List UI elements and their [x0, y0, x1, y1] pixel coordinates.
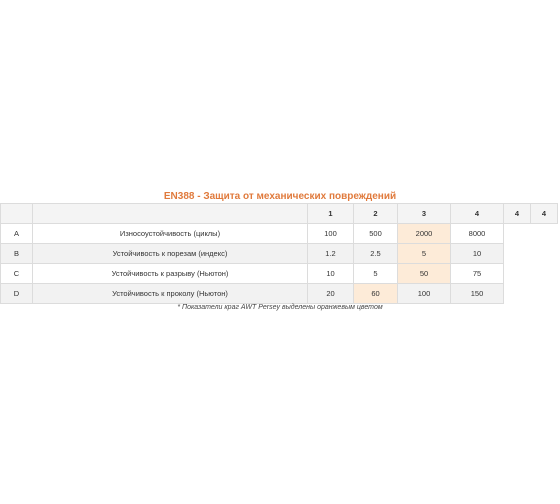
row-letter: C — [1, 264, 33, 284]
value-cell: 5 — [354, 264, 398, 284]
footnote: * Показатели краг AWT Persey выделены оранжевым цветом — [177, 304, 383, 311]
row-name: Устойчивость к проколу (Ньютон) — [33, 284, 308, 304]
header-cell — [1, 204, 33, 224]
header-row — [1, 204, 558, 224]
header-cell: 4 — [451, 204, 504, 224]
row-name: Устойчивость к разрыву (Ньютон) — [33, 264, 308, 284]
value-cell: 20 — [308, 284, 354, 304]
value-cell: 10 — [308, 264, 354, 284]
header-cell — [33, 204, 308, 224]
row-letter: B — [1, 244, 33, 264]
highlighted-value-cell: 5 — [398, 244, 451, 264]
header-cell: 4 — [531, 204, 558, 224]
empty-cell — [504, 244, 531, 264]
value-cell: 150 — [451, 284, 504, 304]
value-cell: 100 — [398, 284, 451, 304]
empty-cell — [531, 264, 558, 284]
table-row — [1, 244, 558, 264]
header-cell: 3 — [398, 204, 451, 224]
value-cell: 1.2 — [308, 244, 354, 264]
value-cell: 100 — [308, 224, 354, 244]
table-row — [1, 224, 558, 244]
empty-cell — [504, 224, 531, 244]
header-cell: 2 — [354, 204, 398, 224]
value-cell: 8000 — [451, 224, 504, 244]
row-name: Устойчивость к порезам (индекс) — [33, 244, 308, 264]
empty-cell — [531, 224, 558, 244]
table-row — [1, 284, 558, 304]
highlighted-value-cell: 60 — [354, 284, 398, 304]
value-cell: 500 — [354, 224, 398, 244]
table-row — [1, 264, 558, 284]
value-cell: 10 — [451, 244, 504, 264]
header-cell: 4 — [504, 204, 531, 224]
en388-table — [0, 203, 558, 304]
value-cell: 2.5 — [354, 244, 398, 264]
empty-cell — [504, 264, 531, 284]
table-title: EN388 - Защита от механических повреждений — [163, 191, 397, 202]
empty-cell — [531, 284, 558, 304]
highlighted-value-cell: 2000 — [398, 224, 451, 244]
header-cell: 1 — [308, 204, 354, 224]
row-name: Износоустойчивость (циклы) — [33, 224, 308, 244]
row-letter: D — [1, 284, 33, 304]
row-letter: A — [1, 224, 33, 244]
empty-cell — [531, 244, 558, 264]
empty-cell — [504, 284, 531, 304]
highlighted-value-cell: 50 — [398, 264, 451, 284]
value-cell: 75 — [451, 264, 504, 284]
